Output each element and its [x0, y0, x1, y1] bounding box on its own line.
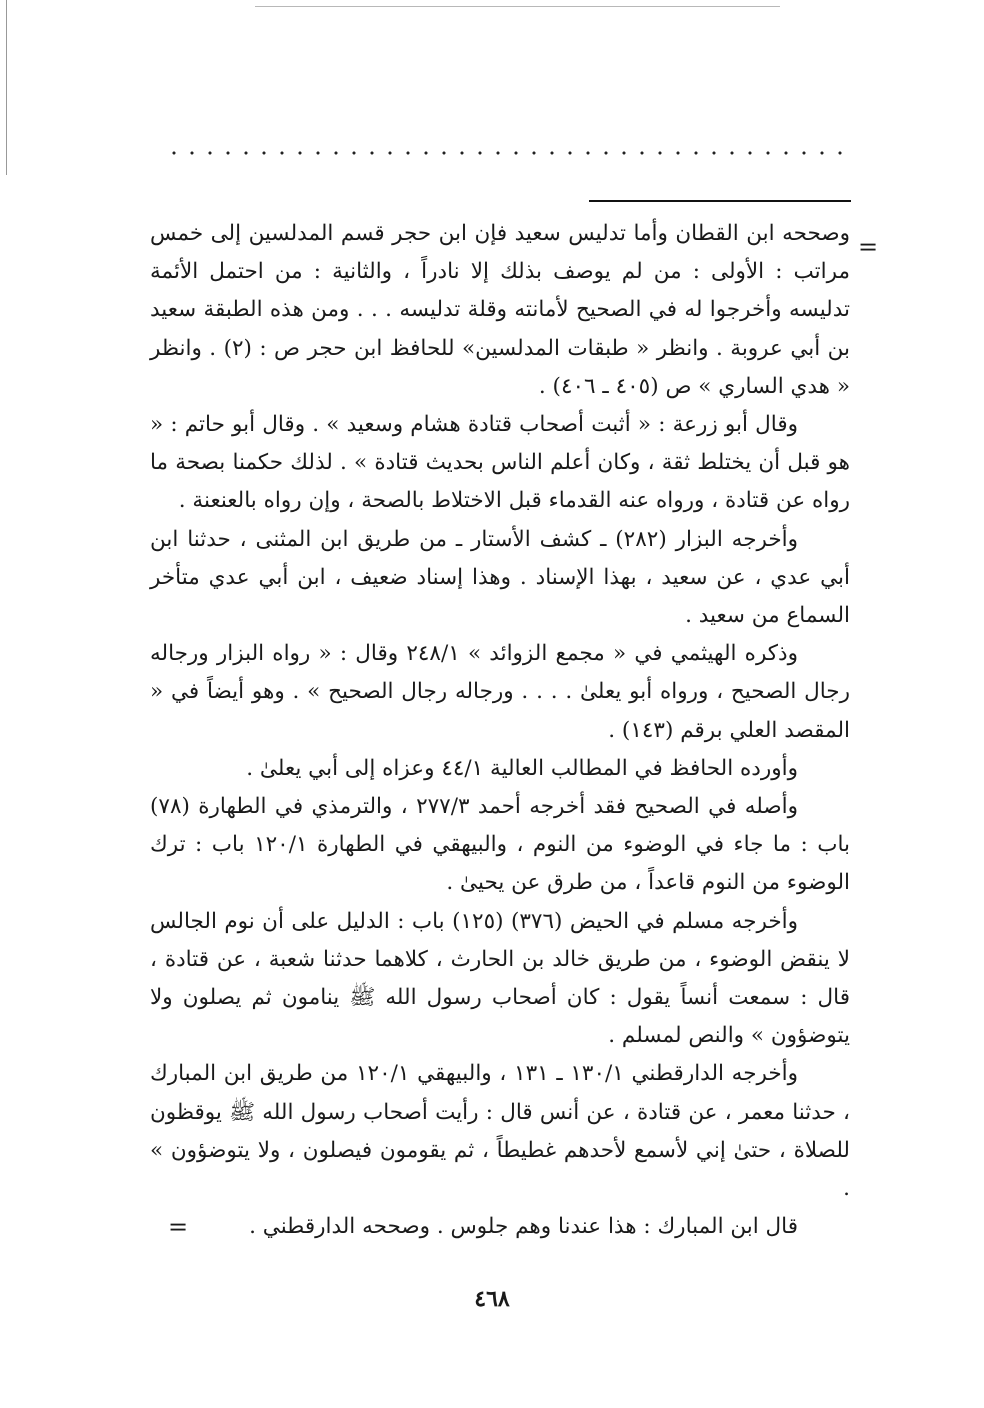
paragraph-5: وأورده الحافظ في المطالب العالية ٤٤/١ وعزاه إلى أبي يعلىٰ .	[246, 755, 798, 781]
paragraph-3: وأخرجه البزار (٢٨٢) ـ كشف الأستار ـ من طريق ابن المثنى ، حدثنا ابن أبي عدي ، عن سعيد ، بهذا الإسناد . وهذا إسناد ضعيف ، ابن أبي عدي متأخر السماع من سعيد .	[150, 526, 850, 629]
scan-top-rule	[255, 6, 780, 7]
paragraph-6: وأصله في الصحيح فقد أخرجه أحمد ٢٧٧/٣ ، والترمذي في الطهارة (٧٨) باب : ما جاء في الوضوء من النوم ، والبيهقي في الطهارة ١٢٠/١ باب : ترك الوضوء من النوم قاعداً ، من طرق عن يحيىٰ .	[150, 794, 850, 896]
paragraph-1: وصححه ابن القطان وأما تدليس سعيد فإن ابن حجر قسم المدلسين إلى خمس مراتب : الأولى : من لم يوصف بذلك إلا نادراً ، والثانية : من احتمل الأئمة تدليسه وأخرجوا له في الصحيح لأمانته وقلة تدليسه . . . ومن هذه الطبقة سعيد بن أبي عروبة . وانظر « طبقات المدلسين» للحافظ ابن حجر ص : (٢) . وانظر « هدي الساري » ص (٤٠٥ ـ ٤٠٦) .	[150, 221, 851, 399]
scan-left-edge	[6, 0, 7, 175]
footnote-text	[150, 215, 850, 1246]
continuation-mark-start: =	[858, 233, 879, 261]
paragraph-7: وأخرجه مسلم في الحيض (٣٧٦) (١٢٥) باب : الدليل على أن نوم الجالس لا ينقض الوضوء ، من طريق خالد بن الحارث ، كلاهما حدثنا شعبة ، عن قتادة ، قال : سمعت أنساً يقول : كان أصحاب رسول الله ﷺ ينامون ثم يصلون ولا يتوضؤون » والنص لمسلم .	[150, 908, 850, 1049]
paragraph-2: وقال أبو زرعة : « أثبت أصحاب قتادة هشام وسعيد » . وقال أبو حاتم : « هو قبل أن يختلط ثقة ، وكان أعلم الناس بحديث قتادة » . لذلك حكمنا بصحة ما رواه عن قتادة ، ورواه عنه القدماء قبل الاختلاط بالصحة ، وإن رواه بالعنعنة .	[150, 412, 850, 514]
paragraph-4: وذكره الهيثمي في « مجمع الزوائد » ٢٤٨/١ وقال : « رواه البزار ورجاله رجال الصحيح ، ورواه أبو يعلىٰ . . . . ورجاله رجال الصحيح » . وهو أيضاً في « المقصد العلي برقم (١٤٣) .	[150, 641, 850, 743]
page-number: ٤٦٨	[474, 1286, 510, 1312]
paragraph-8: وأخرجه الدارقطني ١٣٠/١ ـ ١٣١ ، والبيهقي ١٢٠/١ من طريق ابن المبارك ، حدثنا معمر ، عن قتادة ، عن أنس قال : رأيت أصحاب رسول الله ﷺ يوقظون للصلاة ، حتىٰ إني لأسمع لأحدهم غطيطاً ، ثم يقومون فيصلون ، ولا يتوضؤون » .	[150, 1061, 850, 1202]
footnote-separator	[589, 200, 851, 202]
paragraph-9: قال ابن المبارك : هذا عندنا وهم جلوس . وصححه الدارقطني .	[249, 1214, 798, 1240]
dotted-divider	[165, 148, 855, 158]
continuation-mark-end: =	[168, 1213, 189, 1241]
